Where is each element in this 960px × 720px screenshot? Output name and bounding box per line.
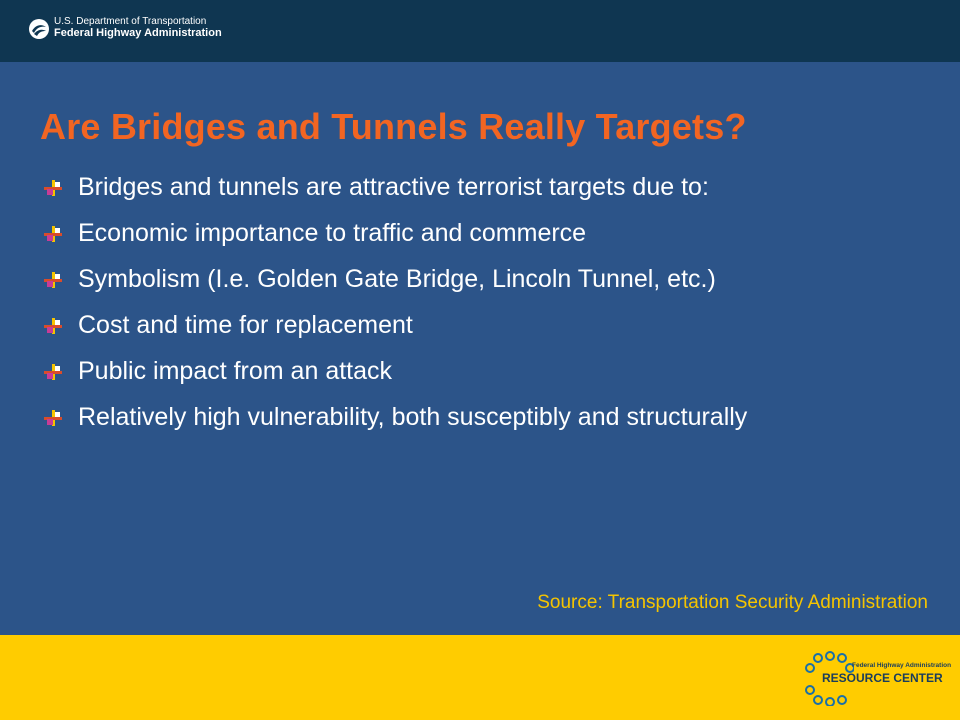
bullet-text: Relatively high vulnerability, both susceptibly and structurally [78, 403, 748, 431]
bullet-item [44, 172, 924, 202]
bullet-text: Cost and time for replacement [78, 311, 413, 339]
dot-logo-icon [28, 18, 50, 40]
header-bar [0, 0, 960, 62]
bullet-text: Public impact from an attack [78, 357, 393, 385]
bullet-icon [44, 180, 62, 196]
agency-label: Federal Highway Administration [54, 26, 222, 39]
bullet-text: Bridges and tunnels are attractive terrorist targets due to: [78, 173, 709, 201]
bullet-text: Symbolism (I.e. Golden Gate Bridge, Lincoln Tunnel, etc.) [78, 265, 716, 293]
bullet-icon [44, 272, 62, 288]
agency-name [54, 17, 222, 39]
logo-name: RESOURCE CENTER [822, 671, 943, 685]
bullet-item [44, 356, 924, 386]
bullet-icon [44, 410, 62, 426]
bullet-item [44, 218, 924, 248]
bullet-icon [44, 364, 62, 380]
department-label: U.S. Department of Transportation [54, 16, 207, 27]
bullet-text: Economic importance to traffic and commerce [78, 219, 587, 247]
bullet-icon [44, 226, 62, 242]
bullet-item [44, 264, 924, 294]
bullet-icon [44, 318, 62, 334]
bullet-item [44, 402, 924, 432]
bullet-list [44, 172, 924, 448]
slide-title: Are Bridges and Tunnels Really Targets? [40, 106, 747, 147]
source-citation: Source: Transportation Security Administration [537, 592, 928, 613]
logo-subtitle: Federal Highway Administration [852, 662, 952, 669]
bullet-item [44, 310, 924, 340]
